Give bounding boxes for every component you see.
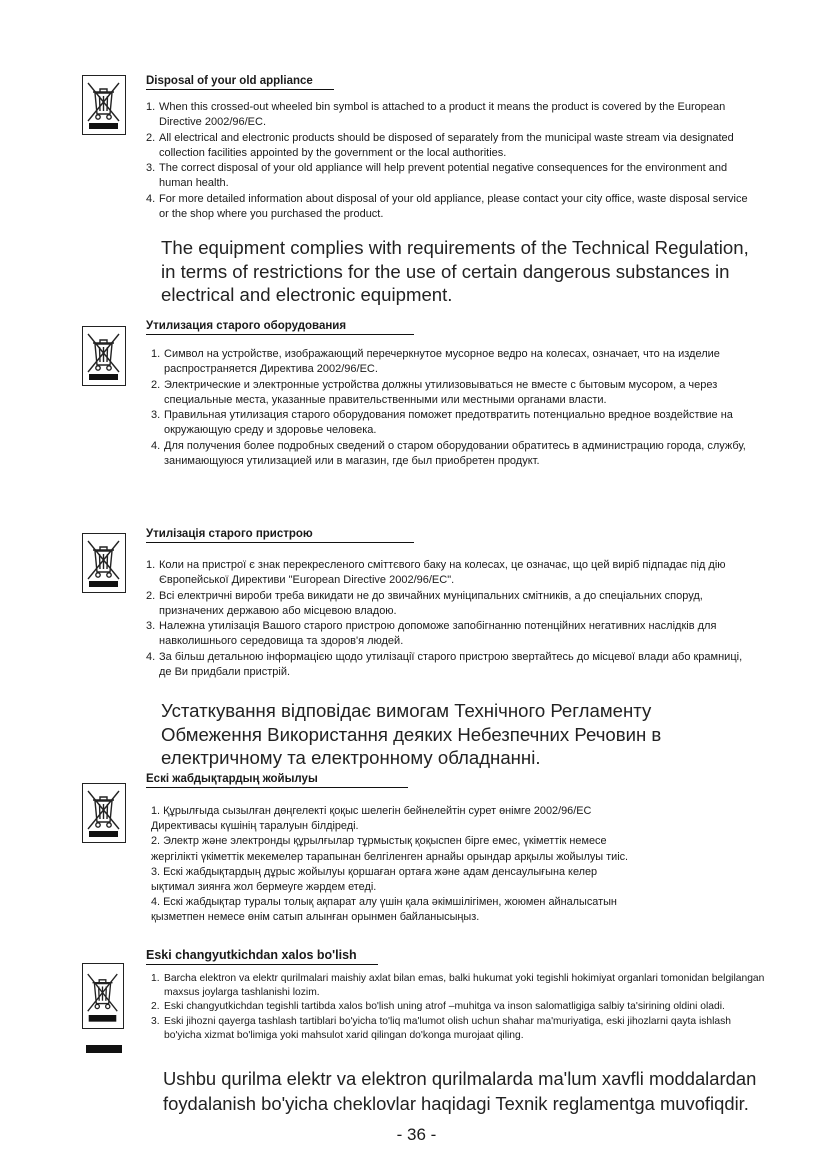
compliance-statement: Устаткування відповідає вимогам Технічного Регламенту Обмеження Використання деяких Небезпечних Речовин в електричному та електронному обладнанні. bbox=[161, 700, 662, 769]
section-heading: Утилізація старого пристрою bbox=[146, 528, 414, 543]
disposal-list bbox=[146, 558, 756, 680]
text-line: ықтимал зиянға жол бермеуге жәрдем етеді. bbox=[151, 881, 377, 894]
list-item: 4. За більш детальною інформацією щодо утилізації старого пристрою звертайтесь до місцевої влади або крамниці, де Ви придбали пристрій. bbox=[146, 650, 743, 679]
list-item: 2. Электрические и электронные устройства должны утилизовываться не вместе с бытовым мусором, а через специальные места, указанные правительственными или местными органами власти. bbox=[151, 378, 718, 406]
list-item: 3. The correct disposal of your old appliance will help prevent potential negative consequences for the environment and human health. bbox=[146, 162, 728, 190]
section-heading: Disposal of your old appliance bbox=[146, 75, 334, 90]
disposal-list bbox=[151, 347, 751, 469]
weee-bin-icon bbox=[82, 326, 126, 386]
text-line: қызметпен немесе өнім сатып алынған орынмен байланысыңыз. bbox=[151, 911, 480, 924]
list-item: 4. For more detailed information about disposal of your old appliance, please contact your city office, waste disposal service or the shop where you purchased the product. bbox=[146, 192, 748, 221]
weee-bin-icon bbox=[82, 963, 124, 1029]
list-item: 2. All electrical and electronic products should be disposed of separately from the municipal waste stream via designated collection facilities appointed by the government or the local authorities. bbox=[146, 131, 734, 159]
separator-bar bbox=[86, 1045, 122, 1053]
weee-bin-icon bbox=[82, 75, 126, 135]
weee-bin-icon bbox=[82, 533, 126, 593]
text-line: 1. Құрылғыда сызылған дөңгелекті қоқыс шелегін бейнелейтін сурет өнімге 2002/96/EC bbox=[151, 805, 592, 817]
list-item: 3. Належна утилізація Вашого старого пристрою допоможе запобігнанню потенційних негативних наслідків для навколишнього середовища та здоров'я людей. bbox=[146, 620, 717, 648]
list-item: 2. Всі електричні вироби треба викидати не до звичайних муніципальних смітників, а до спеціальних споруд, призначених державою або місцевою владою. bbox=[146, 589, 703, 617]
page-number: - 36 - bbox=[396, 1125, 437, 1144]
list-item: 1. Коли на пристрої є знак перекресленого сміттєвого баку на колесах, це означає, що цей виріб підпадає під дію Європейської Директиви "European Directive 2002/96/EC". bbox=[146, 559, 726, 587]
disposal-list bbox=[151, 972, 771, 1043]
list-item: 2. Eski changyutkichdan tegishli tartibda xalos bo'lish uning atrof –muhitga va inson salomatligiga salbiy ta'sirining oldini oladi. bbox=[151, 1001, 725, 1013]
disposal-list bbox=[146, 100, 758, 222]
list-item: 1. Barcha elektron va elektr qurilmalari maishiy axlat bilan emas, balki hukumat yoki tegishli hokimiyat organlari tomonidan belgilangan maxsus joylarga tashlanishi lozim. bbox=[151, 973, 765, 999]
list-item: 3. Правильная утилизация старого оборудования поможет предотвратить потенциально вредное воздействие на окружающую среду и здоровье человека. bbox=[151, 409, 733, 437]
list-item: 1. When this crossed-out wheeled bin symbol is attached to a product it means the product is covered by the European Directive 2002/96/EC. bbox=[146, 101, 726, 129]
weee-bin-icon bbox=[82, 783, 126, 843]
section-heading: Ескі жабдықтардың жойылуы bbox=[146, 773, 408, 788]
text-line: 3. Ескі жабдықтардың дұрыс жойылуы қоршаған ортаға және адам денсаулығына келер bbox=[151, 865, 598, 878]
section-heading: Eski changyutkichdan xalos bo'lish bbox=[146, 948, 378, 965]
compliance-statement: Ushbu qurilma elektr va elektron qurilmalarda ma'lum xavfli moddalardan foydalanish bo'yicha cheklovlar haqidagi Texnik reglamentga muvofiqdir. bbox=[163, 1068, 757, 1114]
text-line: 4. Ескі жабдықтар туралы толық ақпарат алу үшін қала әкімшілігімен, жоюмен айналысатын bbox=[151, 896, 617, 909]
text-line: 2. Электр және электронды құрылғылар тұрмыстық қоқыспен бірге емес, үкіметтік немесе bbox=[151, 835, 607, 848]
disposal-text bbox=[151, 804, 628, 926]
list-item: 1. Символ на устройстве, изображающий перечеркнутое мусорное ведро на колесах, означает, что на изделие распространяется Директива 2002/96/EC. bbox=[151, 348, 720, 376]
list-item: 3. Eski jihozni qayerga tashlash tartiblari bo'yicha to'liq ma'lumot olish uchun shahar ma'muriyatiga, eski jihozlarni qayta ishlash bo'yicha xizmat bo'limiga yoki mahsulot xarid qilingan do'konga murojaat qiling. bbox=[151, 1015, 732, 1041]
compliance-statement: The equipment complies with requirements of the Technical Regulation, in terms of restrictions for the use of certain dangerous substances in electrical and electronic equipment. bbox=[161, 237, 749, 306]
section-heading: Утилизация старого оборудования bbox=[146, 320, 414, 335]
list-item: 4. Для получения более подробных сведений о старом оборудовании обратитесь в администрацию города, службу, занимающуюся утилизацией или в магазин, где был приобретен продукт. bbox=[151, 439, 746, 468]
text-line: жергілікті үкіметтік мекемелер тарапынан белгіленген арнайы орындар арқылы жойылуы тиіс. bbox=[151, 850, 629, 863]
text-line: Директивасы күшінің таралуын білдіреді. bbox=[151, 820, 359, 833]
